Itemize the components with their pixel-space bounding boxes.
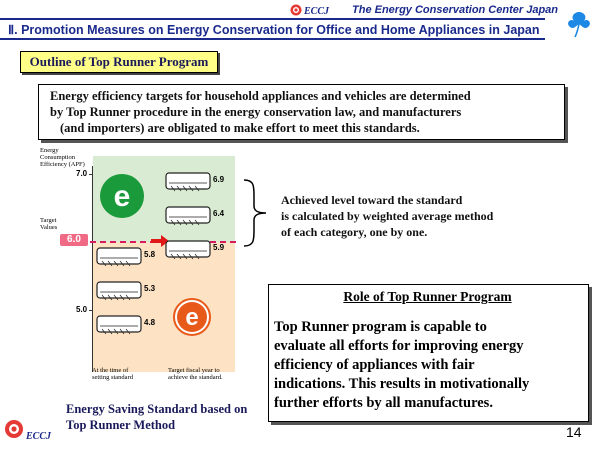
intro-text (50, 88, 560, 136)
achieved-line-1: Achieved level toward the standard (281, 193, 463, 207)
y-tick-bottom: 5.0 (76, 305, 88, 314)
svg-text:e: e (113, 180, 131, 213)
chart-caption-line-2: Top Runner Method (66, 418, 176, 432)
caption-left-line-2: setting standard (92, 374, 133, 381)
data-label: 5.3 (144, 283, 156, 293)
caption-left-line-1: At the time of (92, 367, 129, 374)
svg-text:e: e (185, 304, 199, 331)
chart-y-axis-label (40, 147, 100, 168)
y-tickmark-bottom (89, 310, 93, 311)
footer-eccj-logo-icon (4, 417, 64, 443)
curly-brace-icon (240, 178, 270, 248)
air-conditioner-icon (165, 240, 211, 265)
role-title: Role of Top Runner Program (343, 289, 512, 304)
intro-line-2: by Top Runner procedure in the energy conservation law, and manufacturers (50, 105, 462, 119)
role-text (274, 318, 586, 413)
air-conditioner-icon (96, 247, 142, 272)
page-number: 14 (566, 424, 582, 440)
axis-label-line-2: Consumption (40, 154, 76, 161)
achieved-line-2: is calculated by weighted average method (281, 209, 494, 223)
air-conditioner-icon (165, 172, 211, 197)
caption-target-fiscal-year (168, 367, 240, 381)
role-line-4: indications. This results in motivationally (274, 376, 530, 392)
axis-label-line-3: Efficiency (APF) (40, 161, 85, 168)
target-label-line-1: Target (40, 217, 57, 224)
outline-label: Outline of Top Runner Program (20, 51, 218, 73)
caption-right-line-2: achieve the standard. (168, 374, 223, 381)
target-value-badge: 6.0 (60, 234, 88, 246)
intro-line-3: (and importers) are obligated to make effort to meet this standards. (60, 121, 420, 135)
role-line-2: evaluate all efforts for improving energy (274, 338, 524, 354)
caption-right-line-1: Target fiscal year to (168, 367, 220, 374)
eco-e-orange-icon (172, 297, 212, 337)
header-rule-top (0, 18, 545, 20)
role-line-3: efficiency of appliances with fair (274, 357, 475, 373)
target-values-label (40, 217, 57, 231)
y-tickmark-top (89, 174, 93, 175)
clover-icon (566, 10, 592, 38)
organization-name: The Energy Conservation Center Japan (352, 4, 558, 16)
data-label: 6.9 (213, 174, 225, 184)
y-tick-top: 7.0 (76, 169, 88, 178)
chart-caption (66, 401, 247, 433)
achieved-line-3: of each category, one by one. (281, 225, 428, 239)
intro-line-1: Energy efficiency targets for household appliances and vehicles are determined (50, 89, 471, 103)
axis-label-line-1: Energy (40, 147, 59, 154)
chart-caption-line-1: Energy Saving Standard based on (66, 402, 248, 416)
air-conditioner-icon (96, 315, 142, 340)
achieved-level-text (281, 192, 493, 240)
page-title: Ⅱ. Promotion Measures on Energy Conservation for Office and Home Appliances in Japan (8, 23, 540, 37)
caption-setting-standard (92, 367, 162, 381)
role-line-1: Top Runner program is capable to (274, 319, 487, 335)
data-label: 4.8 (144, 317, 156, 327)
eccj-logo-icon (290, 3, 350, 17)
role-line-5: further efforts by all manufactures. (274, 395, 493, 411)
air-conditioner-icon (96, 281, 142, 306)
header-rule-bottom (0, 38, 545, 40)
data-label: 5.9 (213, 242, 225, 252)
footer-logo-text: ECCJ (26, 431, 52, 442)
air-conditioner-icon (165, 206, 211, 231)
chart-y-axis (92, 166, 93, 372)
data-label: 6.4 (213, 208, 225, 218)
target-label-line-2: Values (40, 224, 58, 231)
eco-e-green-icon (99, 173, 145, 219)
header-logo-text: ECCJ (304, 6, 330, 17)
data-label: 5.8 (144, 249, 156, 259)
